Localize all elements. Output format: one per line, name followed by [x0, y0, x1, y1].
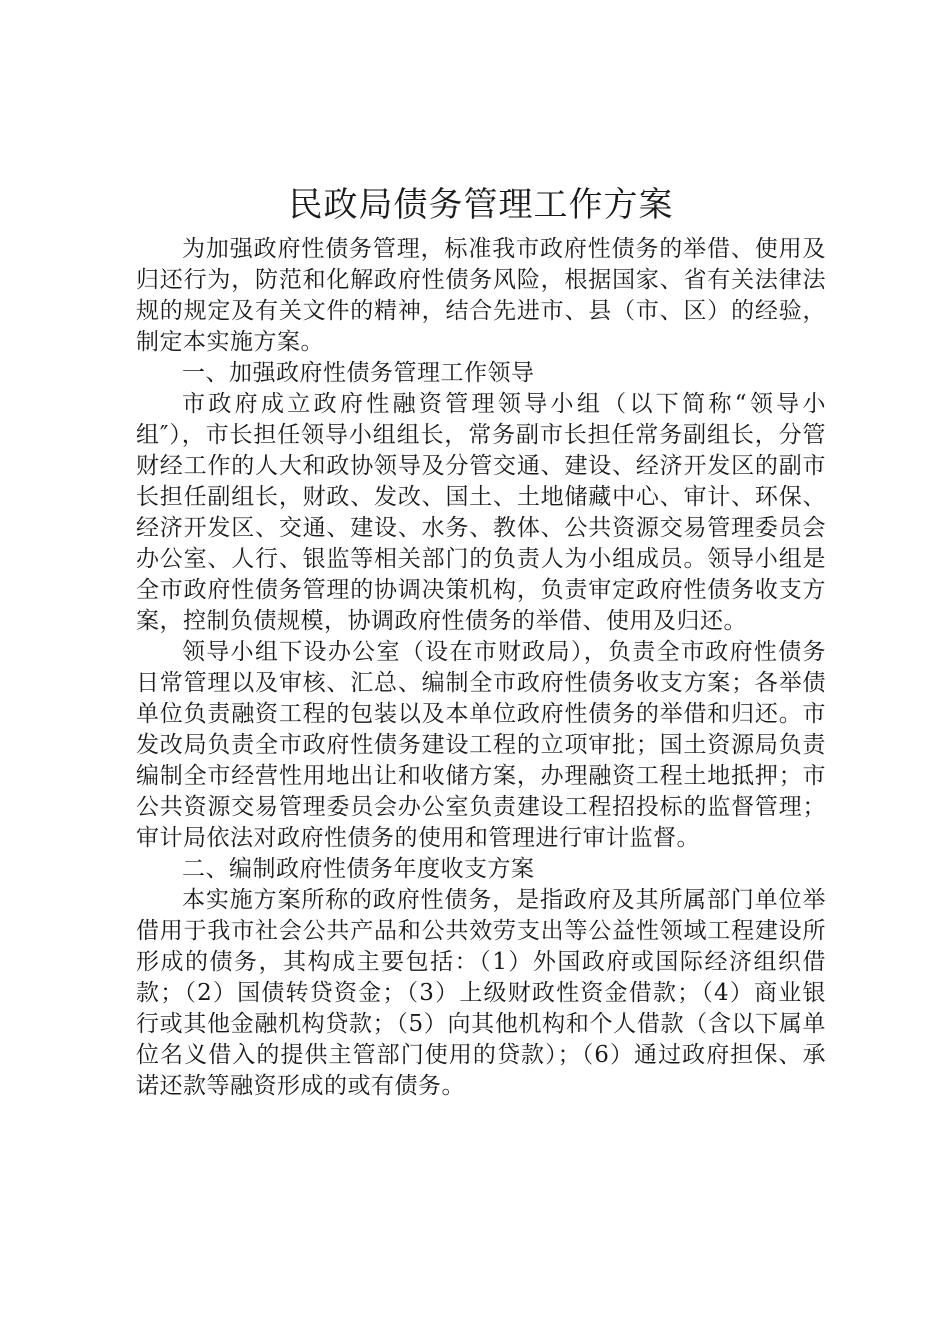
section-heading-2: 二、编制政府性债务年度收支方案: [182, 856, 535, 882]
document-page: [136, 180, 826, 1102]
paragraph-office-duties: 领导小组下设办公室（设在市财政局），负责全市政府性债务日常管理以及审核、汇总、编制全市政府性债务收支方案；各举债单位负责融资工程的包装以及本单位政府性债务的举借和归还。市发改局负责全市政府性债务建设工程的立项审批；国土资源局负责编制全市经营性用地出让和收储方案，办理融资工程土地抵押；市公共资源交易管理委员会办公室负责建设工程招投标的监督管理；审计局依法对政府性债务的使用和管理进行审计监督。: [136, 639, 826, 851]
paragraph-debt-definition: 本实施方案所称的政府性债务，是指政府及其所属部门单位举借用于我市社会公共产品和公共效劳支出等公益性领域工程建设所形成的债务，其构成主要包括：（1）外国政府或国际经济组织借款；（2）国债转贷资金；（3）上级财政性资金借款；（4）商业银行或其他金融机构贷款；（5）向其他机构和个人借款（含以下属单位名义借入的提供主管部门使用的贷款）；（6）通过政府担保、承诺还款等融资形成的或有债务。: [136, 887, 826, 1099]
section-heading-1: 一、加强政府性债务管理工作领导: [182, 360, 535, 386]
paragraph-leadership-group: 市政府成立政府性融资管理领导小组（以下简称“领导小组″），市长担任领导小组组长，常务副市长担任常务副组长，分管财经工作的人大和政协领导及分管交通、建设、经济开发区的副市长担任副组长，财政、发改、国土、土地储藏中心、审计、环保、经济开发区、交通、建设、水务、教体、公共资源交易管理委员会办公室、人行、银监等相关部门的负责人为小组成员。领导小组是全市政府性债务管理的协调决策机构，负责审定政府性债务收支方案，控制负债规模，协调政府性债务的举借、使用及归还。: [136, 391, 826, 634]
document-title: 民政局债务管理工作方案: [288, 185, 674, 225]
paragraph-intro: 为加强政府性债务管理，标准我市政府性债务的举借、使用及归还行为，防范和化解政府性债务风险，根据国家、省有关法律法规的规定及有关文件的精神，结合先进市、县（市、区）的经验，制定本实施方案。: [136, 236, 826, 355]
